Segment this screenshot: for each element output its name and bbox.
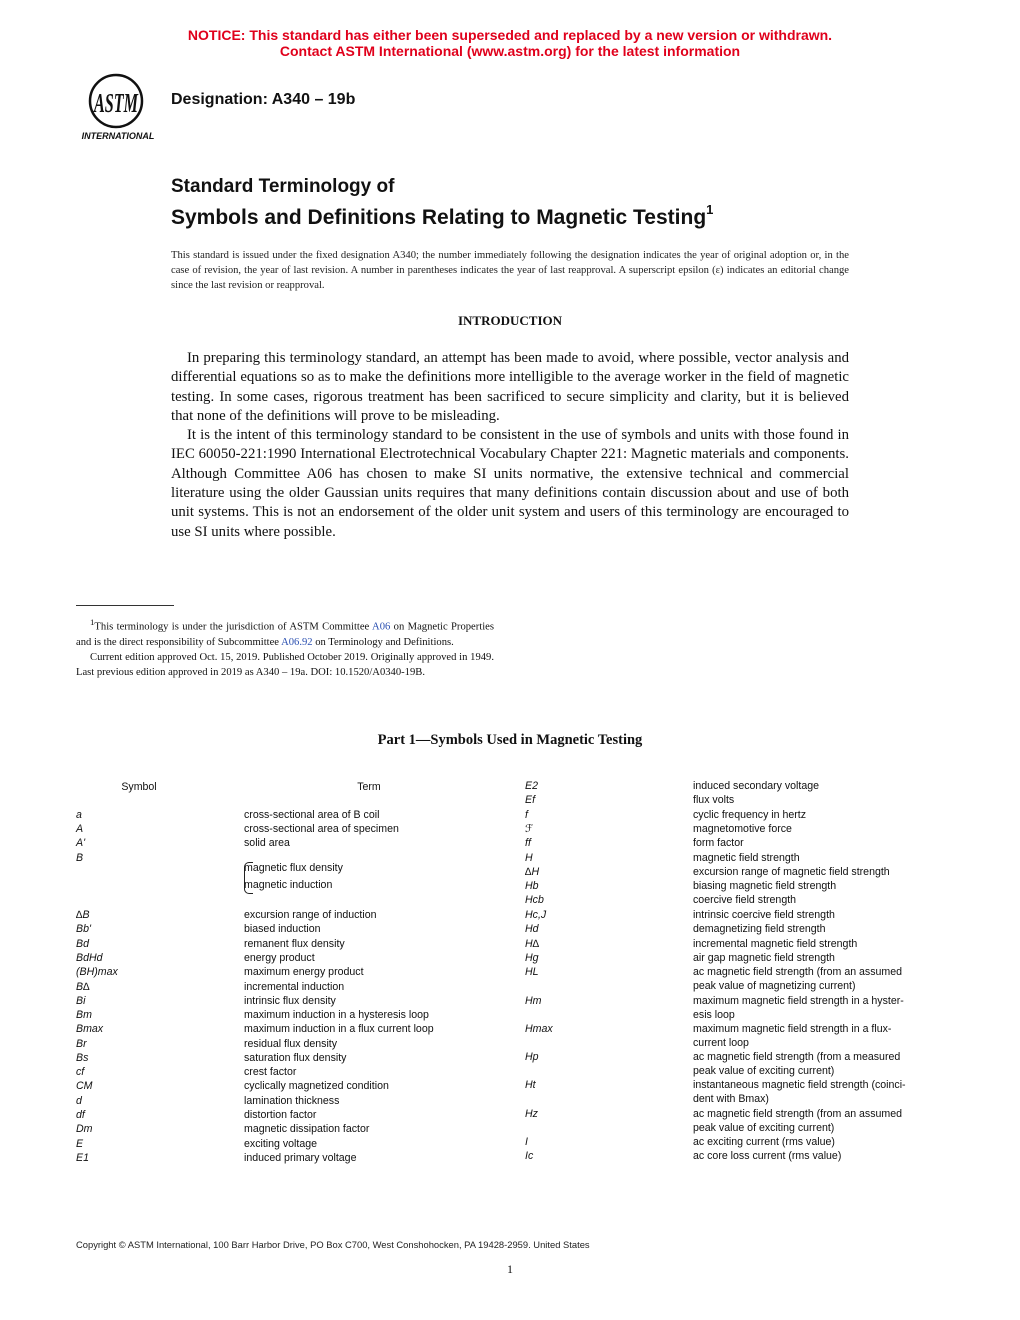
footnote-divider: [76, 605, 174, 606]
term-cell: esis loop: [693, 1009, 735, 1021]
notice-line-2: Contact ASTM International (www.astm.org) for the latest information: [279, 43, 741, 59]
term-cell: energy product: [244, 952, 315, 964]
link-a06-92[interactable]: A06.92: [281, 636, 313, 648]
term-cell: demagnetizing field strength: [693, 923, 826, 935]
symbol-cell: Dm: [76, 1123, 93, 1135]
table-header-term: Term: [357, 781, 381, 793]
term-cell: crest factor: [244, 1066, 297, 1078]
symbol-cell: df: [76, 1109, 85, 1121]
footnote-text-a: This terminology is under the jurisdiction of ASTM Committee: [94, 621, 373, 633]
introduction-body: [171, 349, 849, 542]
term-cell: magnetic dissipation factor: [244, 1123, 370, 1135]
term-cell: ac magnetic field strength (from an assumed: [693, 1108, 903, 1120]
symbol-cell: Br: [76, 1038, 87, 1050]
term-cell: ac magnetic field strength (from an assumed: [693, 966, 903, 978]
symbol-cell: BdHd: [76, 952, 103, 964]
symbol-cell: H: [525, 852, 533, 864]
symbol-cell: Hc,J: [525, 909, 547, 921]
title-line-2: [171, 199, 713, 231]
astm-logo-icon: [76, 72, 160, 142]
term-cell: induced primary voltage: [244, 1152, 357, 1164]
introduction-paragraph-1: In preparing this terminology standard, an attempt has been made to avoid, where possible, vector analysis and differential equations so as to make the definitions more intelligible to the average worker in the field of magnetic testing. In some cases, rigorous treatment has been sacrificed to secure simplicity and clarity, but it is believed that none of the definitions will prove to be misleading.: [171, 350, 849, 424]
term-cell: magnetic flux density: [244, 862, 343, 874]
term-cell: maximum induction in a flux current loop: [244, 1023, 434, 1035]
term-cell: maximum induction in a hysteresis loop: [244, 1009, 429, 1021]
logo-text: ASTM: [92, 88, 139, 118]
term-cell: magnetic field strength: [693, 852, 800, 864]
title-footnote-mark[interactable]: 1: [706, 202, 714, 217]
symbol-cell: Bs: [76, 1052, 89, 1064]
astm-logo: [76, 72, 160, 142]
symbol-cell: A': [76, 837, 86, 849]
symbol-cell: Bi: [76, 995, 86, 1007]
term-cell: cross-sectional area of B coil: [244, 809, 380, 821]
term-cell: remanent flux density: [244, 938, 345, 950]
footnote: [76, 615, 494, 680]
term-cell: instantaneous magnetic field strength (coinci-: [693, 1079, 906, 1091]
table-header-symbol: Symbol: [121, 781, 157, 793]
symbol-cell: E1: [76, 1152, 89, 1164]
term-cell: intrinsic flux density: [244, 995, 336, 1007]
term-cell: saturation flux density: [244, 1052, 347, 1064]
term-cell: excursion range of magnetic field strength: [693, 866, 890, 878]
term-cell: cyclic frequency in hertz: [693, 809, 807, 821]
symbol-cell: Ic: [525, 1150, 534, 1162]
symbol-cell: Ef: [525, 794, 536, 806]
term-cell: ac core loss current (rms value): [693, 1150, 842, 1162]
symbol-cell: Hmax: [525, 1023, 553, 1035]
symbol-cell: Hp: [525, 1051, 539, 1063]
term-cell: flux volts: [693, 794, 735, 806]
term-cell: maximum magnetic field strength in a flux-: [693, 1023, 892, 1035]
footnote-mark: 1: [90, 617, 95, 627]
symbol-cell: I: [525, 1136, 528, 1148]
term-cell: dent with Bmax): [693, 1093, 769, 1105]
term-cell: ac magnetic field strength (from a measured: [693, 1051, 901, 1063]
notice-line-1: NOTICE: This standard has either been superseded and replaced by a new version or withdrawn.: [187, 27, 833, 43]
issued-note: This standard is issued under the fixed designation A340; the number immediately following the designation indicates the year of original adoption or, in the case of revision, the year of last revision. A number in parentheses indicates the year of last reapproval. A superscript epsilon (ε) indicates an editorial change since the last revision or reapproval.: [171, 250, 849, 292]
symbol-cell: cf: [76, 1066, 85, 1078]
symbol-cell: Ht: [525, 1079, 536, 1091]
term-cell: exciting voltage: [244, 1138, 318, 1150]
symbol-cell: B∆: [76, 981, 90, 993]
symbol-cell: B: [76, 852, 84, 864]
part1-heading: Part 1—Symbols Used in Magnetic Testing: [377, 732, 643, 748]
symbol-cell: A: [76, 823, 84, 835]
term-cell: intrinsic coercive field strength: [693, 909, 835, 921]
term-cell: excursion range of induction: [244, 909, 377, 921]
term-cell: current loop: [693, 1037, 749, 1049]
symbol-cell: Hb: [525, 880, 539, 892]
symbol-cell: Hm: [525, 995, 542, 1007]
term-cell: cyclically magnetized condition: [244, 1080, 389, 1092]
term-cell: solid area: [244, 837, 290, 849]
symbol-cell: Hz: [525, 1108, 538, 1120]
symbol-cell: Bmax: [76, 1023, 104, 1035]
symbol-cell: HL: [525, 966, 539, 978]
term-cell: residual flux density: [244, 1038, 338, 1050]
term-cell: maximum energy product: [244, 966, 364, 978]
term-cell: biased induction: [244, 923, 321, 935]
designation: Designation: A340 – 19b: [171, 91, 356, 108]
symbol-cell: a: [76, 809, 82, 821]
term-cell: incremental induction: [244, 981, 345, 993]
symbol-cell: Hd: [525, 923, 539, 935]
term-cell: magnetic induction: [244, 879, 333, 891]
symbol-cell: ff: [525, 837, 531, 849]
symbol-cell: H∆: [525, 938, 540, 950]
term-cell: incremental magnetic field strength: [693, 938, 858, 950]
symbol-cell: (BH)max: [76, 966, 118, 978]
symbol-cell: f: [525, 809, 528, 821]
logo-subtext: INTERNATIONAL: [81, 131, 155, 141]
title-line-1: Standard Terminology of: [171, 176, 395, 197]
symbol-cell: Hcb: [525, 894, 544, 906]
symbol-cell: ∆H: [525, 866, 540, 878]
term-cell: peak value of magnetizing current): [693, 980, 856, 992]
symbol-cell: d: [76, 1095, 82, 1107]
term-cell: air gap magnetic field strength: [693, 952, 835, 964]
symbol-cell: ℱ: [525, 823, 534, 835]
term-cell: form factor: [693, 837, 744, 849]
term-cell: peak value of exciting current): [693, 1122, 835, 1134]
footnote-paragraph-2: Current edition approved Oct. 15, 2019. Published October 2019. Originally approved in 1949. Last previous edition approved in 2019 as A340 – 19a. DOI: 10.1520/A0340-19B.: [76, 651, 494, 679]
symbol-cell: Hg: [525, 952, 539, 964]
footnote-text-c: on Terminology and Definitions.: [312, 636, 454, 648]
symbol-cell: E2: [525, 780, 538, 792]
page-number: 1: [507, 1262, 513, 1276]
term-cell: biasing magnetic field strength: [693, 880, 837, 892]
title-line-2-text: Symbols and Definitions Relating to Magnetic Testing: [171, 206, 707, 229]
symbol-cell: ∆B: [76, 909, 90, 921]
term-cell: magnetomotive force: [693, 823, 792, 835]
term-cell: coercive field strength: [693, 894, 797, 906]
term-cell: peak value of exciting current): [693, 1065, 835, 1077]
term-cell: distortion factor: [244, 1109, 317, 1121]
supersede-notice: [0, 27, 1020, 59]
introduction-paragraph-2: It is the intent of this terminology standard to be consistent in the use of symbols and units with those found in IEC 60050-221:1990 International Electrotechnical Vocabulary Chapter 221: Magnetic materials and components. Although Committee A06 has chosen to make SI units normative, the extensive technical and commercial literature using the older Gaussian units requires that many definitions contain discussion about and use of both unit systems. This is not an endorsement of the older unit system and users of this terminology are encouraged to use SI units where possible.: [171, 427, 849, 540]
symbol-cell: CM: [76, 1080, 93, 1092]
symbol-cell: E: [76, 1138, 84, 1150]
footnote-text-b: on Magnetic Properties and is the direct responsibility of Subcommittee: [76, 621, 494, 648]
page-title: [171, 175, 713, 231]
link-a06[interactable]: A06: [372, 621, 391, 633]
term-cell: lamination thickness: [244, 1095, 340, 1107]
term-cell: ac exciting current (rms value): [693, 1136, 835, 1148]
term-cell: cross-sectional area of specimen: [244, 823, 399, 835]
copyright: Copyright © ASTM International, 100 Barr Harbor Drive, PO Box C700, West Conshohocken, PA 19428-2959. United States: [76, 1239, 590, 1250]
symbol-cell: Bb': [76, 923, 91, 935]
symbol-cell: Bm: [76, 1009, 92, 1021]
introduction-heading: INTRODUCTION: [457, 313, 562, 328]
footnote-paragraph-1: [76, 615, 494, 650]
symbol-cell: Bd: [76, 938, 89, 950]
term-cell: maximum magnetic field strength in a hyster-: [693, 995, 904, 1007]
term-cell: induced secondary voltage: [693, 780, 820, 792]
